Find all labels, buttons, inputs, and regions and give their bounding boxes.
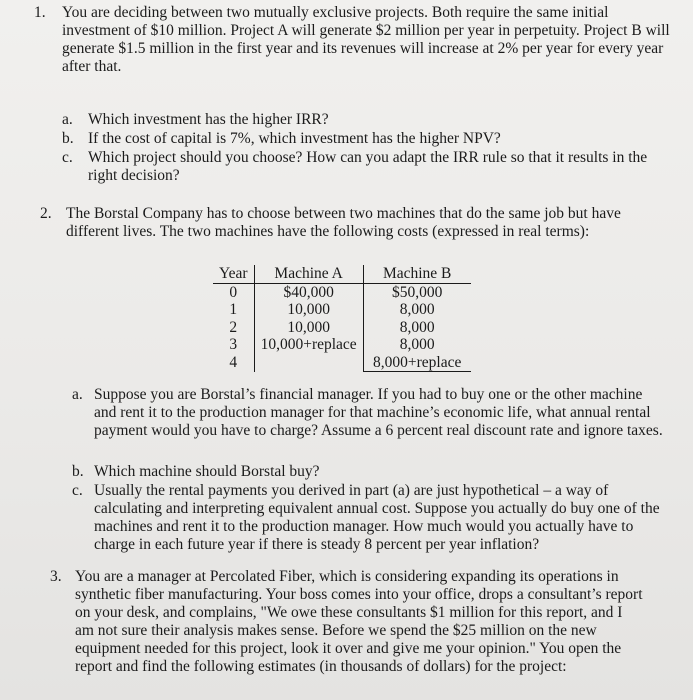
table-row <box>213 301 471 319</box>
machine-cost-table <box>213 265 471 372</box>
table-cell-machine-a: $40,000 <box>254 283 363 301</box>
question-text: The Borstal Company has to choose between two machines that do the same job but have different lives. The two machines have the following costs (expressed in real terms): <box>66 205 621 240</box>
part-label: b. <box>62 130 74 147</box>
part-text: Which investment has the higher IRR? <box>88 111 329 128</box>
table-cell-machine-b: $50,000 <box>392 283 443 301</box>
question-text: You are a manager at Percolated Fiber, which is considering expanding its operations in synthetic fiber manufacturing. Your boss comes into your office, drops a consultant’s report on your desk, and complains, "We owe these consultants $1 million for this report, and I am not sure their analysis makes sense. Before we spend the $25 million on the new equipment needed for this project, look it over and give me your opinion." You open the report and find the following estimates (in thousands of dollars) for the project: <box>75 568 643 675</box>
table-cell-machine-b: 8,000 <box>399 318 435 336</box>
part-text: Usually the rental payments you derived in part (a) are just hypothetical – a way of calculating and interpreting equivalent annual cost. Suppose you actually do buy one of the machines and rent it to the production manager. How much would you actually have to charge in each future year if there is steady 8 percent per year inflation? <box>94 482 660 553</box>
table-cell-machine-b: 8,000 <box>399 336 435 353</box>
table-header-machine-a: Machine A <box>254 265 363 283</box>
table-cell-machine-b: 8,000 <box>399 301 435 318</box>
table-row <box>213 336 471 354</box>
part-label: c. <box>62 149 73 166</box>
table-cell-year: 4 <box>213 354 254 372</box>
table-header-year: Year <box>213 265 254 283</box>
part-text: Suppose you are Borstal’s financial manager. If you had to buy one or the other machine and rent it to the production manager for that machine’s economic life, what annual rental payment would you have to charge? Assume a 6 percent real discount rate and ignore taxes. <box>94 386 663 439</box>
table-cell-machine-a: 10,000 <box>254 301 363 319</box>
part-label: a. <box>62 111 73 128</box>
table-row <box>213 283 471 301</box>
question-1 <box>34 4 674 88</box>
table-cell-machine-b: 8,000+replace <box>363 354 471 372</box>
question-2 <box>40 205 650 245</box>
table-cell-year: 3 <box>213 336 254 354</box>
question-text: You are deciding between two mutually exclusive projects. Both require the same initial investment of $10 million. Project A will generate $2 million per year in perpetuity. Project B will generate $1.5 million in the first year and its revenues will increase at 2% per year for every year after that. <box>62 4 670 75</box>
question-number: 3. <box>50 568 62 585</box>
table-cell-year: 2 <box>213 319 254 337</box>
table-row <box>213 319 471 337</box>
question-number: 2. <box>40 205 52 222</box>
table-cell-year: 0 <box>213 283 254 301</box>
question-3 <box>50 568 650 694</box>
part-text: Which project should you choose? How can you adapt the IRR rule so that it results in the right decision? <box>88 149 648 184</box>
table-cell-year: 1 <box>213 301 254 319</box>
part-text: Which machine should Borstal buy? <box>94 463 320 480</box>
table-cell-machine-a <box>254 354 363 372</box>
table-cell-machine-a: 10,000+replace <box>254 336 363 354</box>
part-label: a. <box>72 386 83 403</box>
table-cell-machine-a: 10,000 <box>254 319 363 337</box>
table-header-machine-b: Machine B <box>363 265 471 283</box>
part-label: c. <box>72 482 83 499</box>
part-text: If the cost of capital is 7%, which investment has the higher NPV? <box>88 130 501 147</box>
table-row <box>213 354 471 372</box>
question-number: 1. <box>34 4 46 21</box>
part-label: b. <box>72 463 84 480</box>
